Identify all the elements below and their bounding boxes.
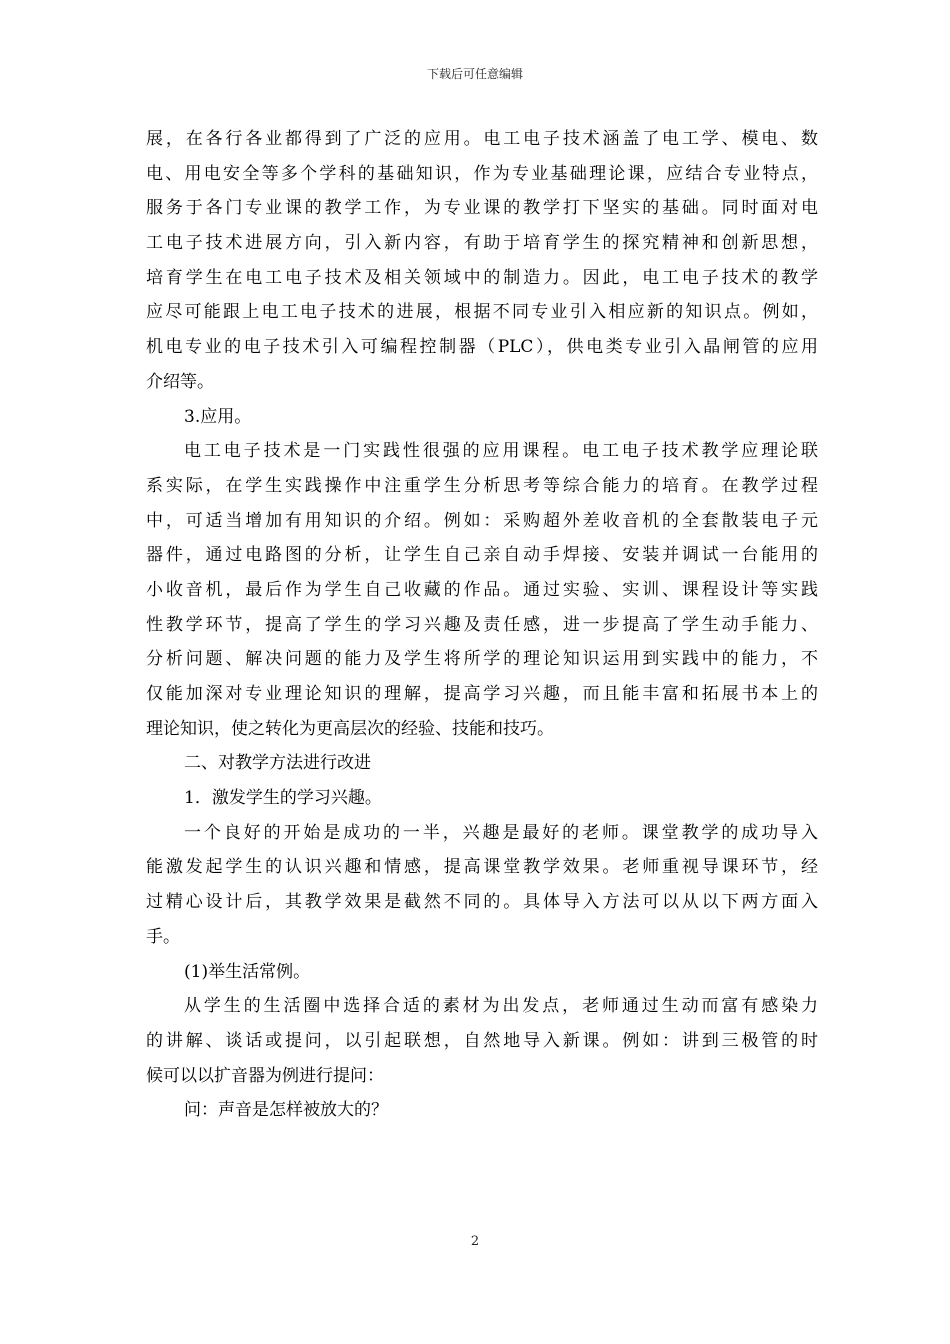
heading-line: 二、对教学方法进行改进 — [184, 753, 371, 774]
text-line: 机电专业的电子技术引入可编程控制器（PLC），供电类专业引入晶闸管的应用 — [146, 337, 818, 358]
paragraph-life-examples — [146, 989, 818, 1093]
text-line: 器件，通过电路图的分析，让学生自己亲自动手焊接、安装并调试一台能用的 — [146, 545, 818, 566]
text-line: 展，在各行各业都得到了广泛的应用。电工电子技术涵盖了电工学、模电、数 — [146, 129, 818, 149]
subheading-line: (1)举生活常例。 — [184, 961, 311, 982]
text-line: 过精心设计后，其教学效果是截然不同的。具体导入方法可以从以下两方面入 — [146, 892, 818, 913]
paragraph-continuation — [146, 122, 818, 400]
text-line: 电、用电安全等多个学科的基础知识，作为专业基础理论课，应结合专业特点， — [146, 163, 818, 184]
page-number: 2 — [470, 1234, 480, 1249]
paragraph-interest — [146, 816, 818, 955]
text-line: 能激发起学生的认识兴趣和情感，提高课堂教学效果。老师重视导课环节，经 — [146, 857, 818, 878]
text-line: 理论知识，使之转化为更高层次的经验、技能和技巧。 — [146, 718, 554, 739]
text-line: 中，可适当增加有用知识的介绍。例如：采购超外差收音机的全套散装电子元 — [146, 510, 818, 531]
text-line: 的讲解、谈话或提问，以引起联想，自然地导入新课。例如：讲到三极管的时 — [146, 1030, 818, 1051]
text-line: 分析问题、解决问题的能力及学生将所学的理论知识运用到实践中的能力，不 — [146, 649, 818, 670]
text-line: 手。 — [146, 926, 180, 947]
text-line: 服务于各门专业课的教学工作，为专业课的教学打下坚实的基础。同时面对电 — [146, 198, 818, 219]
text-line: 仅能加深对专业理论知识的理解，提高学习兴趣，而且能丰富和拓展书本上的 — [146, 684, 818, 704]
text-line: 候可以以扩音器为例进行提问： — [146, 1065, 384, 1086]
text-line: 培育学生在电工电子技术及相关领域中的制造力。因此，电工电子技术的教学 — [146, 267, 818, 288]
paragraph-question — [146, 1093, 818, 1128]
text-line: 问：声音是怎样被放大的？ — [184, 1100, 388, 1121]
section-heading — [146, 746, 818, 781]
paragraph-application — [146, 434, 818, 746]
body-text — [146, 122, 818, 1128]
text-line: 电工电子技术是一门实践性很强的应用课程。电工电子技术教学应理论联 — [184, 441, 818, 462]
text-line: 系实际，在学生实践操作中注重学生分析思考等综合能力的培育。在教学过程 — [146, 475, 818, 496]
text-line: 工电子技术进展方向，引入新内容，有助于培育学生的探究精神和创新思想， — [146, 233, 818, 254]
subheading-interest — [146, 781, 818, 816]
text-line: 性教学环节，提高了学生的学习兴趣及责任感，进一步提高了学生动手能力、 — [146, 614, 818, 635]
subheading-application — [146, 400, 818, 435]
text-line: 介绍等。 — [146, 371, 214, 392]
text-line: 一个良好的开始是成功的一半，兴趣是最好的老师。课堂教学的成功导入 — [184, 822, 818, 843]
page-header: 下载后可任意编辑 — [426, 67, 523, 81]
subheading-line: 3.应用。 — [184, 406, 252, 427]
text-line: 小收音机，最后作为学生自己收藏的作品。通过实验、实训、课程设计等实践 — [146, 579, 818, 600]
text-line: 从学生的生活圈中选择合适的素材为出发点，老师通过生动而富有感染力 — [184, 996, 818, 1017]
text-line: 应尽可能跟上电工电子技术的进展，根据不同专业引入相应新的知识点。例如， — [146, 302, 818, 323]
subheading-line: 1．激发学生的学习兴趣。 — [184, 788, 382, 809]
subheading-life-examples — [146, 955, 818, 990]
